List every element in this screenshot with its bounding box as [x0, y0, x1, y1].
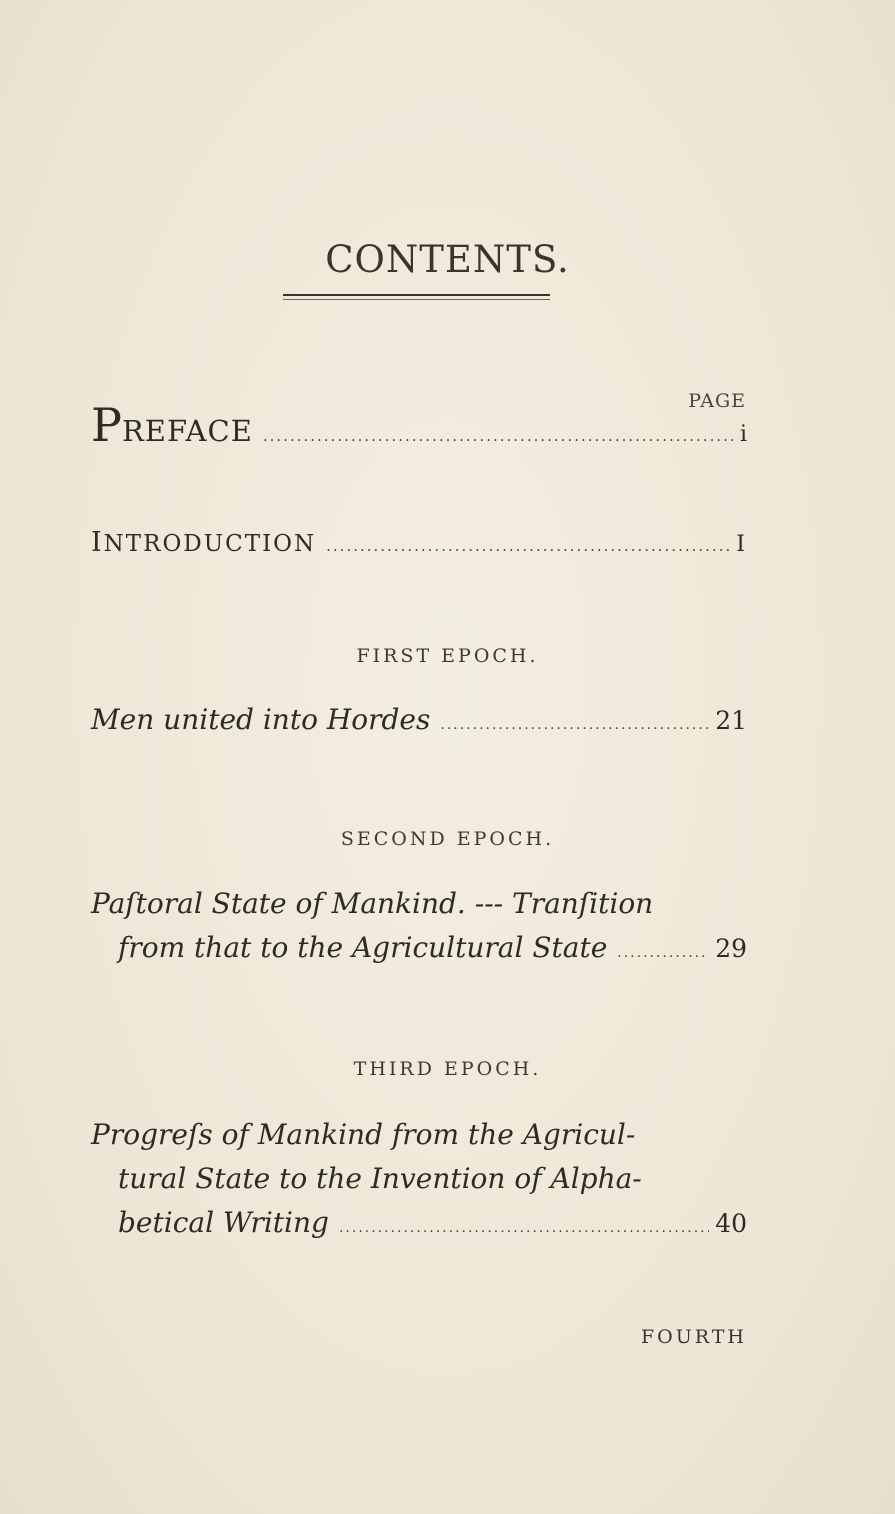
leader-dots [326, 537, 730, 555]
epoch-heading-third: THIRD EPOCH. [353, 1058, 542, 1080]
title-rule-thin [283, 299, 550, 300]
page-number: i [739, 422, 747, 447]
page-column-header: PAGE [688, 390, 746, 412]
toc-entry-third-epoch [91, 1118, 747, 1250]
leader-dots [440, 717, 709, 733]
page-number: 21 [715, 706, 747, 735]
leader-dots [263, 427, 734, 445]
drop-initial: P [91, 398, 122, 452]
page-number: 40 [715, 1209, 747, 1238]
catchword: FOURTH [641, 1326, 747, 1348]
toc-entry-text: Paſtoral State of Mankind. --- Tranſition [91, 887, 654, 920]
label-rest: NTRODUCTION [103, 531, 317, 557]
page-title: CONTENTS. [325, 238, 570, 281]
toc-entry-text: from that to the Agricultural State [118, 931, 608, 964]
page-number: I [736, 532, 747, 557]
title-rule [283, 294, 550, 296]
toc-entry-text: Progreſs of Mankind from the Agricul- [91, 1118, 636, 1151]
toc-entry-text: betical Writing [118, 1206, 329, 1239]
toc-entry-label [91, 398, 253, 452]
leader-dots [617, 945, 709, 961]
toc-entry-text: tural State to the Invention of Alpha- [118, 1162, 642, 1195]
toc-entry-second-epoch [91, 887, 747, 975]
toc-entry-label [91, 527, 316, 558]
epoch-heading-first: FIRST EPOCH. [356, 645, 539, 667]
drop-initial: I [91, 527, 104, 558]
label-rest: REFACE [121, 414, 253, 448]
page-number: 29 [715, 934, 747, 963]
epoch-heading-second: SECOND EPOCH. [340, 828, 555, 850]
toc-entry-introduction [91, 527, 747, 558]
toc-entry-first-epoch [91, 703, 747, 747]
toc-entry-text: Men united into Hordes [91, 703, 431, 736]
toc-entry-preface [91, 398, 747, 452]
leader-dots [339, 1220, 709, 1236]
